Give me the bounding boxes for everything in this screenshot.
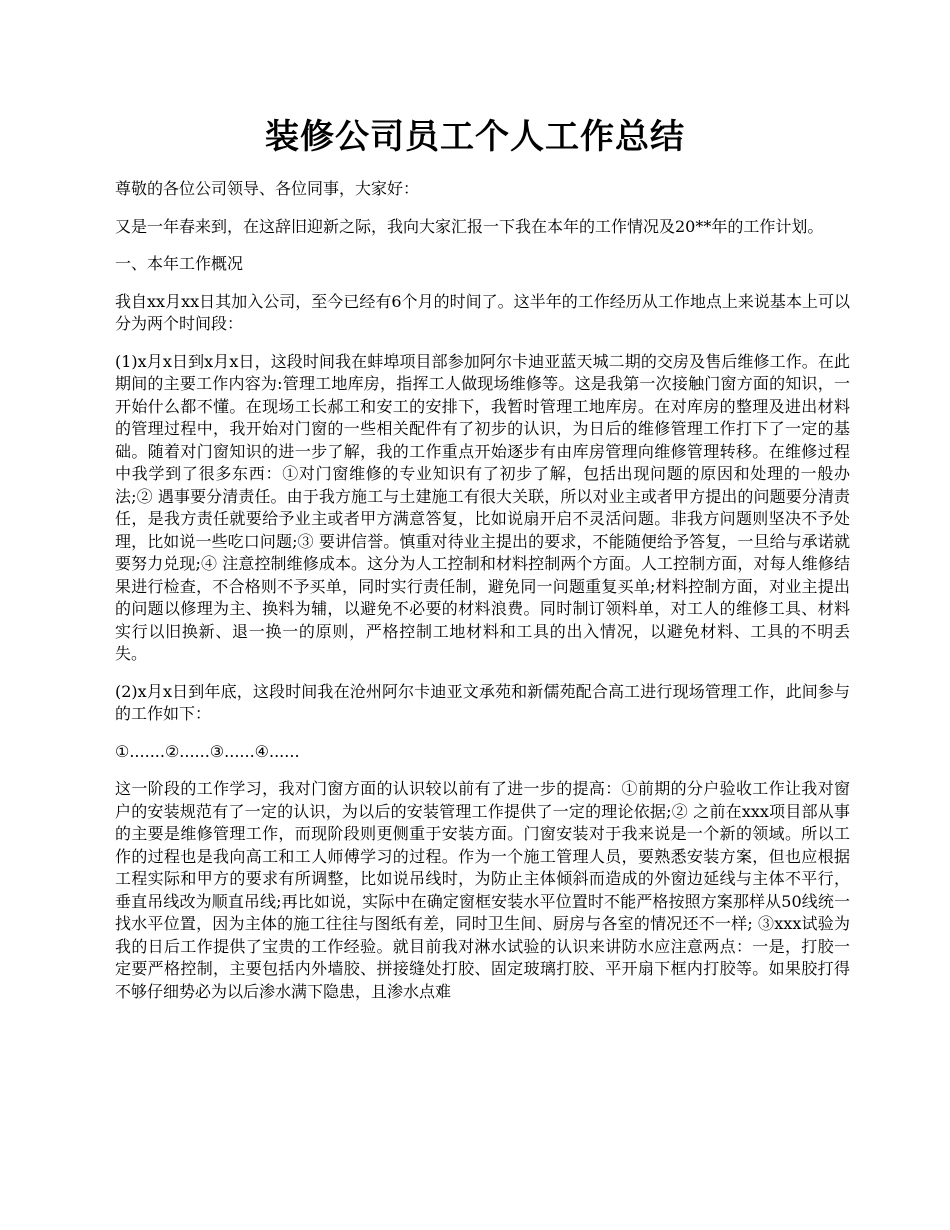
document-body	[115, 178, 850, 1018]
period-two-paragraph: (2)x月x日到年底，这段时间我在沧州阿尔卡迪亚文承苑和新儒苑配合高工进行现场管理工作，此间参与的工作如下：	[115, 681, 850, 723]
period-one-paragraph: (1)x月x日到x月x日，这段时间我在蚌埠项目部参加阿尔卡迪亚蓝天城二期的交房及售后维修工作。在此期间的主要工作内容为:管理工地库房，指挥工人做现场维修等。这是我第一次接触门窗方面的知识，一开始什么都不懂。在现场工长郝工和安工的安排下，我暂时管理工地库房。在对库房的整理及进出材料的管理过程中，我开始对门窗的一些相关配件有了初步的认识，为日后的维修管理工作打下了一定的基础。随着对门窗知识的进一步了解，我的工作重点开始逐步有由库房管理向维修管理转移。在维修过程中我学到了很多东西：①对门窗维修的专业知识有了初步了解，包括出现问题的原因和处理的一般办法;② 遇事要分清责任。由于我方施工与土建施工有很大关联，所以对业主或者甲方提出的问题要分清责任，是我方责任就要给予业主或者甲方满意答复，比如说扇开启不灵活问题。非我方问题则坚决不予处理，比如说一些吃口问题;③ 要讲信誉。慎重对待业主提出的要求，不能随便给予答复，一旦给与承诺就要努力兑现;④ 注意控制维修成本。这分为人工控制和材料控制两个方面。人工控制方面，对每人维修结果进行检查，不合格则不予买单，同时实行责任制，避免同一问题重复买单;材料控制方面，对业主提出的问题以修理为主、换料为辅，以避免不必要的材料浪费。同时制订领料单，对工人的维修工具、材料实行以旧换新、退一换一的原则，严格控制工地材料和工具的出入情况，以避免材料、工具的不明丢失。	[115, 351, 850, 663]
learning-paragraph: 这一阶段的工作学习，我对门窗方面的认识较以前有了进一步的提高：①前期的分户验收工作让我对窗户的安装规范有了一定的认识，为以后的安装管理工作提供了一定的理论依据;② 之前在xxx项目部从事的主要是维修管理工作，而现阶段则更侧重于安装方面。门窗安装对于我来说是一个新的领域。所以工作的过程也是我向高工和工人师傅学习的过程。作为一个施工管理人员，要熟悉安装方案，但也应根据工程实际和甲方的要求有所调整，比如说吊线时，为防止主体倾斜而造成的外窗边延线与主体不平行，垂直吊线改为顺直吊线;再比如说，实际中在确定窗框安装水平位置时不能严格按照方案那样从50线统一找水平位置，因为主体的施工往往与图纸有差，同时卫生间、厨房与各室的情况还不一样; ③xxx试验为我的日后工作提供了宝贵的工作经验。就目前我对淋水试验的认识来讲防水应注意两点：一是，打胶一定要严格控制，主要包括内外墙胶、拼接缝处打胶、固定玻璃打胶、平开扇下框内打胶等。如果胶打得不够仔细势必为以后渗水满下隐患，且渗水点难	[115, 779, 850, 1001]
salutation-paragraph: 尊敬的各位公司领导、各位同事，大家好：	[115, 179, 420, 198]
intro-paragraph: 又是一年春来到，在这辞旧迎新之际，我向大家汇报一下我在本年的工作情况及20**年的工作计划。	[115, 216, 824, 236]
overview-paragraph: 我自xx月xx日其加入公司，至今已经有6个月的时间了。这半年的工作经历从工作地点上来说基本上可以分为两个时间段：	[115, 291, 850, 333]
work-items-paragraph: ①.......②......③......④......	[115, 741, 300, 761]
document-title: 装修公司员工个人工作总结	[265, 117, 685, 157]
section-heading: 一、本年工作概况	[115, 254, 244, 273]
